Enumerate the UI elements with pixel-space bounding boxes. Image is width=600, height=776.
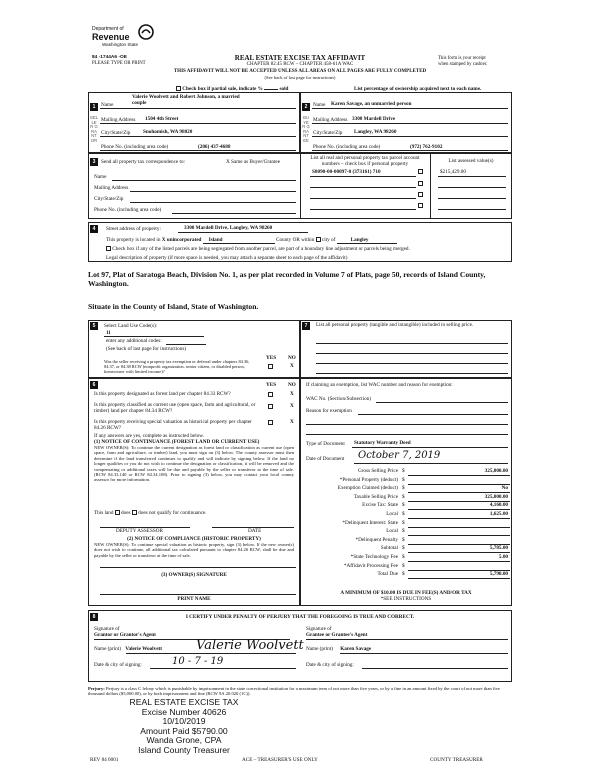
seller-exemption-answer: X <box>290 363 294 369</box>
city-name: Langley <box>337 237 397 244</box>
does-checkbox[interactable] <box>115 510 120 515</box>
section-1-badge: 1 <box>90 103 98 111</box>
designations-no: NO <box>288 382 296 388</box>
form-title: REAL ESTATE EXCISE TAX AFFIDAVIT <box>234 54 366 62</box>
land-use-yes: YES <box>266 355 277 361</box>
forest-question: Is this property designated as forest land per chapter 84.33 RCW? <box>94 391 231 397</box>
tax-row-label: *Affidavit Processing Fee <box>343 562 398 569</box>
tax-row-dollar: $ <box>402 476 405 483</box>
dept-line1: Department of <box>92 26 124 32</box>
buyer-mailing: 3300 Mardell Drive <box>352 116 396 122</box>
city-checkbox[interactable] <box>316 237 321 242</box>
land-use-additional: enter any additional codes: <box>106 338 162 344</box>
section-4-badge: 4 <box>90 225 98 233</box>
tax-row <box>306 545 510 554</box>
parcel-checkbox-2[interactable] <box>418 181 423 186</box>
seller-name-label: Name <box>101 102 114 108</box>
forest-answer: X <box>290 391 294 397</box>
tax-row-label: *Delinquent Interest: State <box>342 519 398 526</box>
section-2-badge: 2 <box>302 103 310 111</box>
tax-row-value: 5,790.00 <box>489 571 508 578</box>
tax-row <box>306 537 510 546</box>
form-number: 84 -1744A6 -OE <box>92 55 127 60</box>
ownership-note: List percentage of ownership acquired next to each name. <box>354 86 482 92</box>
grantor-name-label: Name (print) <box>94 646 121 652</box>
county-or-within: County OR within <box>276 237 315 243</box>
tax-row-dollar: $ <box>402 511 405 517</box>
seller-exemption-question: Was the seller receiving a property tax exemption or deferral under chapters 84.36, 84.37, or 84.38 RCW (nonprofit organization, senior citizen, or disabled person, homeowner with limited income)? <box>104 359 250 374</box>
current-use-yes-checkbox[interactable] <box>268 404 273 409</box>
dept-line3: Washington State <box>102 42 139 47</box>
stamp-line-1: REAL ESTATE EXCISE TAX <box>129 697 239 707</box>
segregated-checkbox[interactable] <box>106 246 111 251</box>
corr-name-label: Name <box>94 174 107 180</box>
tax-row-label: Local <box>386 528 398 535</box>
perjury-statement <box>88 686 512 697</box>
designations-yes: YES <box>266 382 277 388</box>
land-use-code: 11 <box>106 330 111 336</box>
stamp-line-2: Excise Number 40626 <box>141 706 227 717</box>
buyer-mailing-label: Mailing Address <box>313 117 348 123</box>
parcel-number: S8090-00-00097-0 (373161) 710 <box>312 169 381 175</box>
tax-row-value: 5,785.00 <box>489 545 508 552</box>
tax-row-label: Gross Selling Price <box>357 468 398 474</box>
tax-row-dollar: $ <box>402 468 405 474</box>
land-use-no: NO <box>288 355 296 361</box>
corr-phone-label: Phone No. (including area code) <box>94 207 162 213</box>
assessed-header: List assessed value(s) <box>448 158 494 164</box>
tax-row <box>306 494 510 503</box>
current-use-question: Is this property classified as current use (open space, farm and agricultural, or timber) land per chapter 84.34 RCW? <box>94 402 256 415</box>
section-6-badge: 6 <box>90 381 98 389</box>
tax-row-dollar: $ <box>402 554 405 560</box>
correspondence-same-as: X Same as Buyer/Grantee <box>226 159 281 165</box>
parcel-personal-checkbox[interactable] <box>418 169 423 174</box>
tax-row-label: *Delinquent Penalty <box>355 536 398 543</box>
certify-text: I CERTIFY UNDER PENALTY OF PERJURY THAT THE FOREGOING IS TRUE AND CORRECT. <box>185 614 415 620</box>
grantor-name-row <box>94 646 162 652</box>
perjury-text: Perjury is a class C felony which is punishable by imprisonment in the state correctional institution for a maximum term of not more than five years, or by a fine in an amount fixed by the court of not more than five thousand dollars ($5,000.00), or by both imprisonment and fine (RCW 9A.20.020 (1C)). <box>88 686 500 697</box>
parcel-header-1: List all real and personal property tax parcel account <box>310 155 420 161</box>
forest-yes-checkbox[interactable] <box>268 392 273 397</box>
buyer-city: Langley, WA 98260 <box>354 129 397 135</box>
county-treasurer: COUNTY TREASURER <box>430 757 483 763</box>
tax-row <box>306 485 510 494</box>
correspondence-label: Send all property tax correspondence to: <box>101 159 185 165</box>
tax-row <box>306 468 510 477</box>
located-in <box>106 237 397 244</box>
tax-row <box>306 477 510 486</box>
qualify-row <box>94 510 207 516</box>
section-5-badge: 5 <box>90 322 98 330</box>
situate-line: Situate in the County of Island, State of Washington. <box>88 302 259 311</box>
section-3-badge: 3 <box>90 158 98 166</box>
deputy-assessor: DEPUTY ASSESSOR <box>116 528 163 534</box>
personal-property-section <box>300 320 512 378</box>
seller-phone: (206) 437-4688 <box>198 144 231 150</box>
tax-row-label: *Personal Property (deduct) <box>339 476 398 483</box>
deputy-date: DATE <box>248 528 262 534</box>
completion-warning: THIS AFFIDAVIT WILL NOT BE ACCEPTED UNLESS ALL AREAS ON ALL PAGES ARE FULLY COMPLETED <box>173 69 427 74</box>
type-or-print: PLEASE TYPE OR PRINT <box>92 61 146 66</box>
grantor-sig-label: Signature of <box>94 626 120 632</box>
treasurer-stamp <box>114 698 254 756</box>
exemption-label: If claiming an exemption, list WAC number and reason for exemption: <box>306 382 453 388</box>
seller-phone-label: Phone No. (including area code) <box>101 144 169 150</box>
continuance-body: NEW OWNER(S): To continue the current designation as forest land or classification as current use (open space, farm and agriculture, or timber) land, you must sign on (3) below. The county assessor must then determine if the land transferred continues to qualify and will indicate by signing below. If the land no longer qualifies or you do not wish to continue the designation or classification, it will be removed and the compensating or additional taxes will be due and payable by the seller or transferor at the time of sale. (RCW 84.33.140 or RCW 84.34.108). Prior to signing (3) below, you may contact your local county assessor for more information. <box>94 445 294 483</box>
exemption-reason-label: Reason for exemption <box>306 408 352 414</box>
print-name: PRINT NAME <box>177 596 211 602</box>
stamp-line-5: Wanda Grone, CPA <box>146 735 222 746</box>
legal-note: Legal description of property (if more space is needed, you may attach a separate sheet to each page of the affidavit) <box>106 255 348 261</box>
does-not-label: does not qualify for continuance. <box>138 510 207 516</box>
tax-row-value: 4,160.00 <box>489 502 508 509</box>
grantee-name: Karen Savage <box>340 646 372 652</box>
seller-name-line2: couple <box>132 100 147 106</box>
land-use-see-back: (See back of last page for instructions) <box>106 346 187 352</box>
legal-description: Lot 97, Plat of Saratoga Beach, Division No. 1, as per plat recorded in Volume 7 of Plats, page 50, records of Island County, Washington. <box>88 270 486 289</box>
compliance-body: NEW OWNER(S): To continue special valuation as historic property, sign (3) below. If the new owner(s) does not wish to continue, all additional tax calculated pursuant to chapter 84.26 RCW, shall be due and payable by the seller or transferor at the time of sale. <box>94 542 294 558</box>
document-date: October 7, 2019 <box>358 450 441 461</box>
stamp-line-6: Island County Treasurer <box>138 744 230 755</box>
tax-row <box>306 511 510 520</box>
document-date-label: Date of Document <box>306 456 345 462</box>
tax-row-dollar: $ <box>402 536 405 543</box>
tax-row <box>306 520 510 529</box>
city-of: city of <box>321 237 336 243</box>
segregated-note: Check box if any of the listed parcels are being segregated from another parcel, are part of a boundary line adjustment or parcels being merged. <box>112 246 410 252</box>
buyer-name-label: Name <box>313 102 326 108</box>
tax-row-value: 325,000.00 <box>484 493 508 500</box>
parcel-checkbox-3[interactable] <box>418 192 423 197</box>
tax-row-label: Taxable Selling Price <box>353 493 398 500</box>
dept-line2: Revenue <box>92 32 130 42</box>
owner-signature: (3) OWNER(S) SIGNATURE <box>161 572 227 578</box>
seller-vertical-label: SELLER GRANTOR <box>90 115 98 143</box>
tax-row <box>306 571 510 580</box>
rev-number: REV 84 0001 <box>90 757 119 763</box>
buyer-city-label: City/State/Zip <box>313 130 343 136</box>
partial-sale-label: Check box if partial sale, indicate % <box>182 86 263 92</box>
document-type-label: Type of Document <box>306 441 345 447</box>
compliance-title: (2) NOTICE OF COMPLIANCE (HISTORIC PROPERTY) <box>127 536 261 542</box>
wac-label: WAC No. (Section/Subsection) <box>306 396 371 402</box>
tax-row-dollar: $ <box>402 519 405 526</box>
seller-mailing-label: Mailing Address <box>101 117 136 123</box>
county-name: Island <box>203 237 275 244</box>
tax-row-label: Local <box>386 511 398 517</box>
section-7-badge: 7 <box>302 322 310 330</box>
seller-name-line1: Valerie Woolvett and Robert Johnson, a married <box>132 94 240 100</box>
parcel-checkbox-4[interactable] <box>418 203 423 208</box>
tax-row-value: 5.00 <box>498 554 508 560</box>
partial-sale-sold: sold <box>279 86 289 92</box>
tax-row <box>306 528 510 537</box>
tax-row-dollar: $ <box>402 571 405 578</box>
buyer-name: Karen Savage, an unmarried person <box>331 101 412 107</box>
tax-row <box>306 554 510 563</box>
form-subtitle: CHAPTER 82.45 RCW – CHAPTER 458-61A WAC <box>246 62 354 67</box>
grantor-name: Valerie Woolvett <box>125 646 162 652</box>
tax-row-dollar: $ <box>402 502 405 509</box>
section-8-badge: 8 <box>90 613 98 621</box>
instructions-note: (See back of last page for instructions) <box>264 75 336 80</box>
tax-row-dollar: $ <box>402 528 405 535</box>
corr-city-label: City/State/Zip <box>94 196 124 202</box>
perjury-label: Perjury: <box>88 686 105 691</box>
segregated-row <box>106 246 410 252</box>
tax-row-dollar: $ <box>402 493 405 500</box>
street-address: 3300 Mardell Drive, Langley, WA 98260 <box>184 225 273 231</box>
street-label: Street address of property: <box>106 226 161 232</box>
grantee-name-label: Name (print) <box>306 646 333 652</box>
continuance-title: (1) NOTICE OF CONTINUANCE (FOREST LAND OR CURRENT USE) <box>94 439 260 445</box>
does-not-checkbox[interactable] <box>132 510 137 515</box>
historic-answer: X <box>290 419 294 425</box>
buyer-vertical-label: BUYER GRANTEE <box>302 115 310 143</box>
buyer-phone: (972) 762-9102 <box>410 144 443 150</box>
tax-row-label: Total Due <box>377 571 398 578</box>
historic-question: Is this property receiving special valuation as historical property per chapter 84.26 RCW? <box>94 419 252 432</box>
tax-minimum: A MINIMUM OF $10.00 IS DUE IN FEE(S) AND/OR TAX <box>340 590 472 596</box>
assessed-value: $215,429.00 <box>440 169 466 175</box>
grantor-agent-label: Grantor or Grantor's Agent <box>94 632 156 638</box>
personal-property-label: List all personal property (tangible and intangible) included in selling price. <box>316 322 474 328</box>
tax-row-dollar: $ <box>402 485 405 492</box>
grantor-signature: Valerie Woolvett <box>196 638 304 653</box>
stamp-line-4: Amount Paid $5790.00 <box>140 725 228 736</box>
tax-row-dollar: $ <box>402 562 405 569</box>
located-text: This property is located in <box>106 237 161 243</box>
corr-mailing-label: Mailing Address <box>94 185 129 191</box>
grantor-date-label: Date & city of signing: <box>94 662 142 668</box>
tax-row-value: 1,625.00 <box>489 511 508 517</box>
tax-row <box>306 502 510 511</box>
does-label: does <box>121 510 131 516</box>
receipt-note-2: when stamped by cashier. <box>438 62 488 67</box>
unincorporated: X unincorporated <box>161 237 202 243</box>
historic-yes-checkbox[interactable] <box>268 420 273 425</box>
dor-logo-icon <box>138 24 154 40</box>
tax-see-instructions: *SEE INSTRUCTIONS <box>380 596 432 602</box>
partial-sale-checkbox[interactable] <box>176 86 181 91</box>
tax-row-dollar: $ <box>402 545 405 552</box>
document-type: Statutory Warranty Deed <box>354 440 411 446</box>
seller-exemption-yes[interactable] <box>268 364 273 369</box>
this-land: This land <box>94 510 114 516</box>
buyer-phone-label: Phone No. (including area code) <box>313 144 381 150</box>
seller-city: Snohomish, WA 98020 <box>143 129 193 135</box>
grantee-agent-label: Grantee or Grantee's Agent <box>306 632 368 638</box>
seller-city-label: City/State/Zip <box>101 130 131 136</box>
grantee-sig-label: Signature of <box>306 626 332 632</box>
land-use-label: Select Land Use Code(s): <box>104 323 158 329</box>
stamp-line-3: 10/10/2019 <box>162 716 206 727</box>
grantor-date: 10 - 7 - 19 <box>172 656 224 667</box>
tax-row-value: 325,000.00 <box>484 468 508 474</box>
grantee-name-row <box>306 646 371 652</box>
tax-row-label: Excise Tax: State <box>362 502 398 509</box>
receipt-note-1: This form is your receipt <box>438 56 486 61</box>
parcel-header-2: numbers – check box if personal property <box>321 161 409 167</box>
tax-row-label: Subtotal <box>380 545 398 552</box>
tax-row <box>306 563 510 572</box>
tax-row-label: Exemption Claimed (deduct) <box>337 485 398 492</box>
dor-logo <box>92 24 162 52</box>
tax-row-label: *State Technology Fee <box>350 554 398 560</box>
grantee-date-label: Date & city of signing: <box>306 662 354 668</box>
if-yes-note: If any answers are yes, complete as instructed below. <box>94 433 205 439</box>
tax-row-value: No <box>501 485 508 492</box>
current-use-answer: X <box>290 403 294 409</box>
seller-mailing: 1504 4th Street <box>145 116 179 122</box>
treasurer-use-only: ACE – TREASURER'S USE ONLY <box>242 757 318 763</box>
